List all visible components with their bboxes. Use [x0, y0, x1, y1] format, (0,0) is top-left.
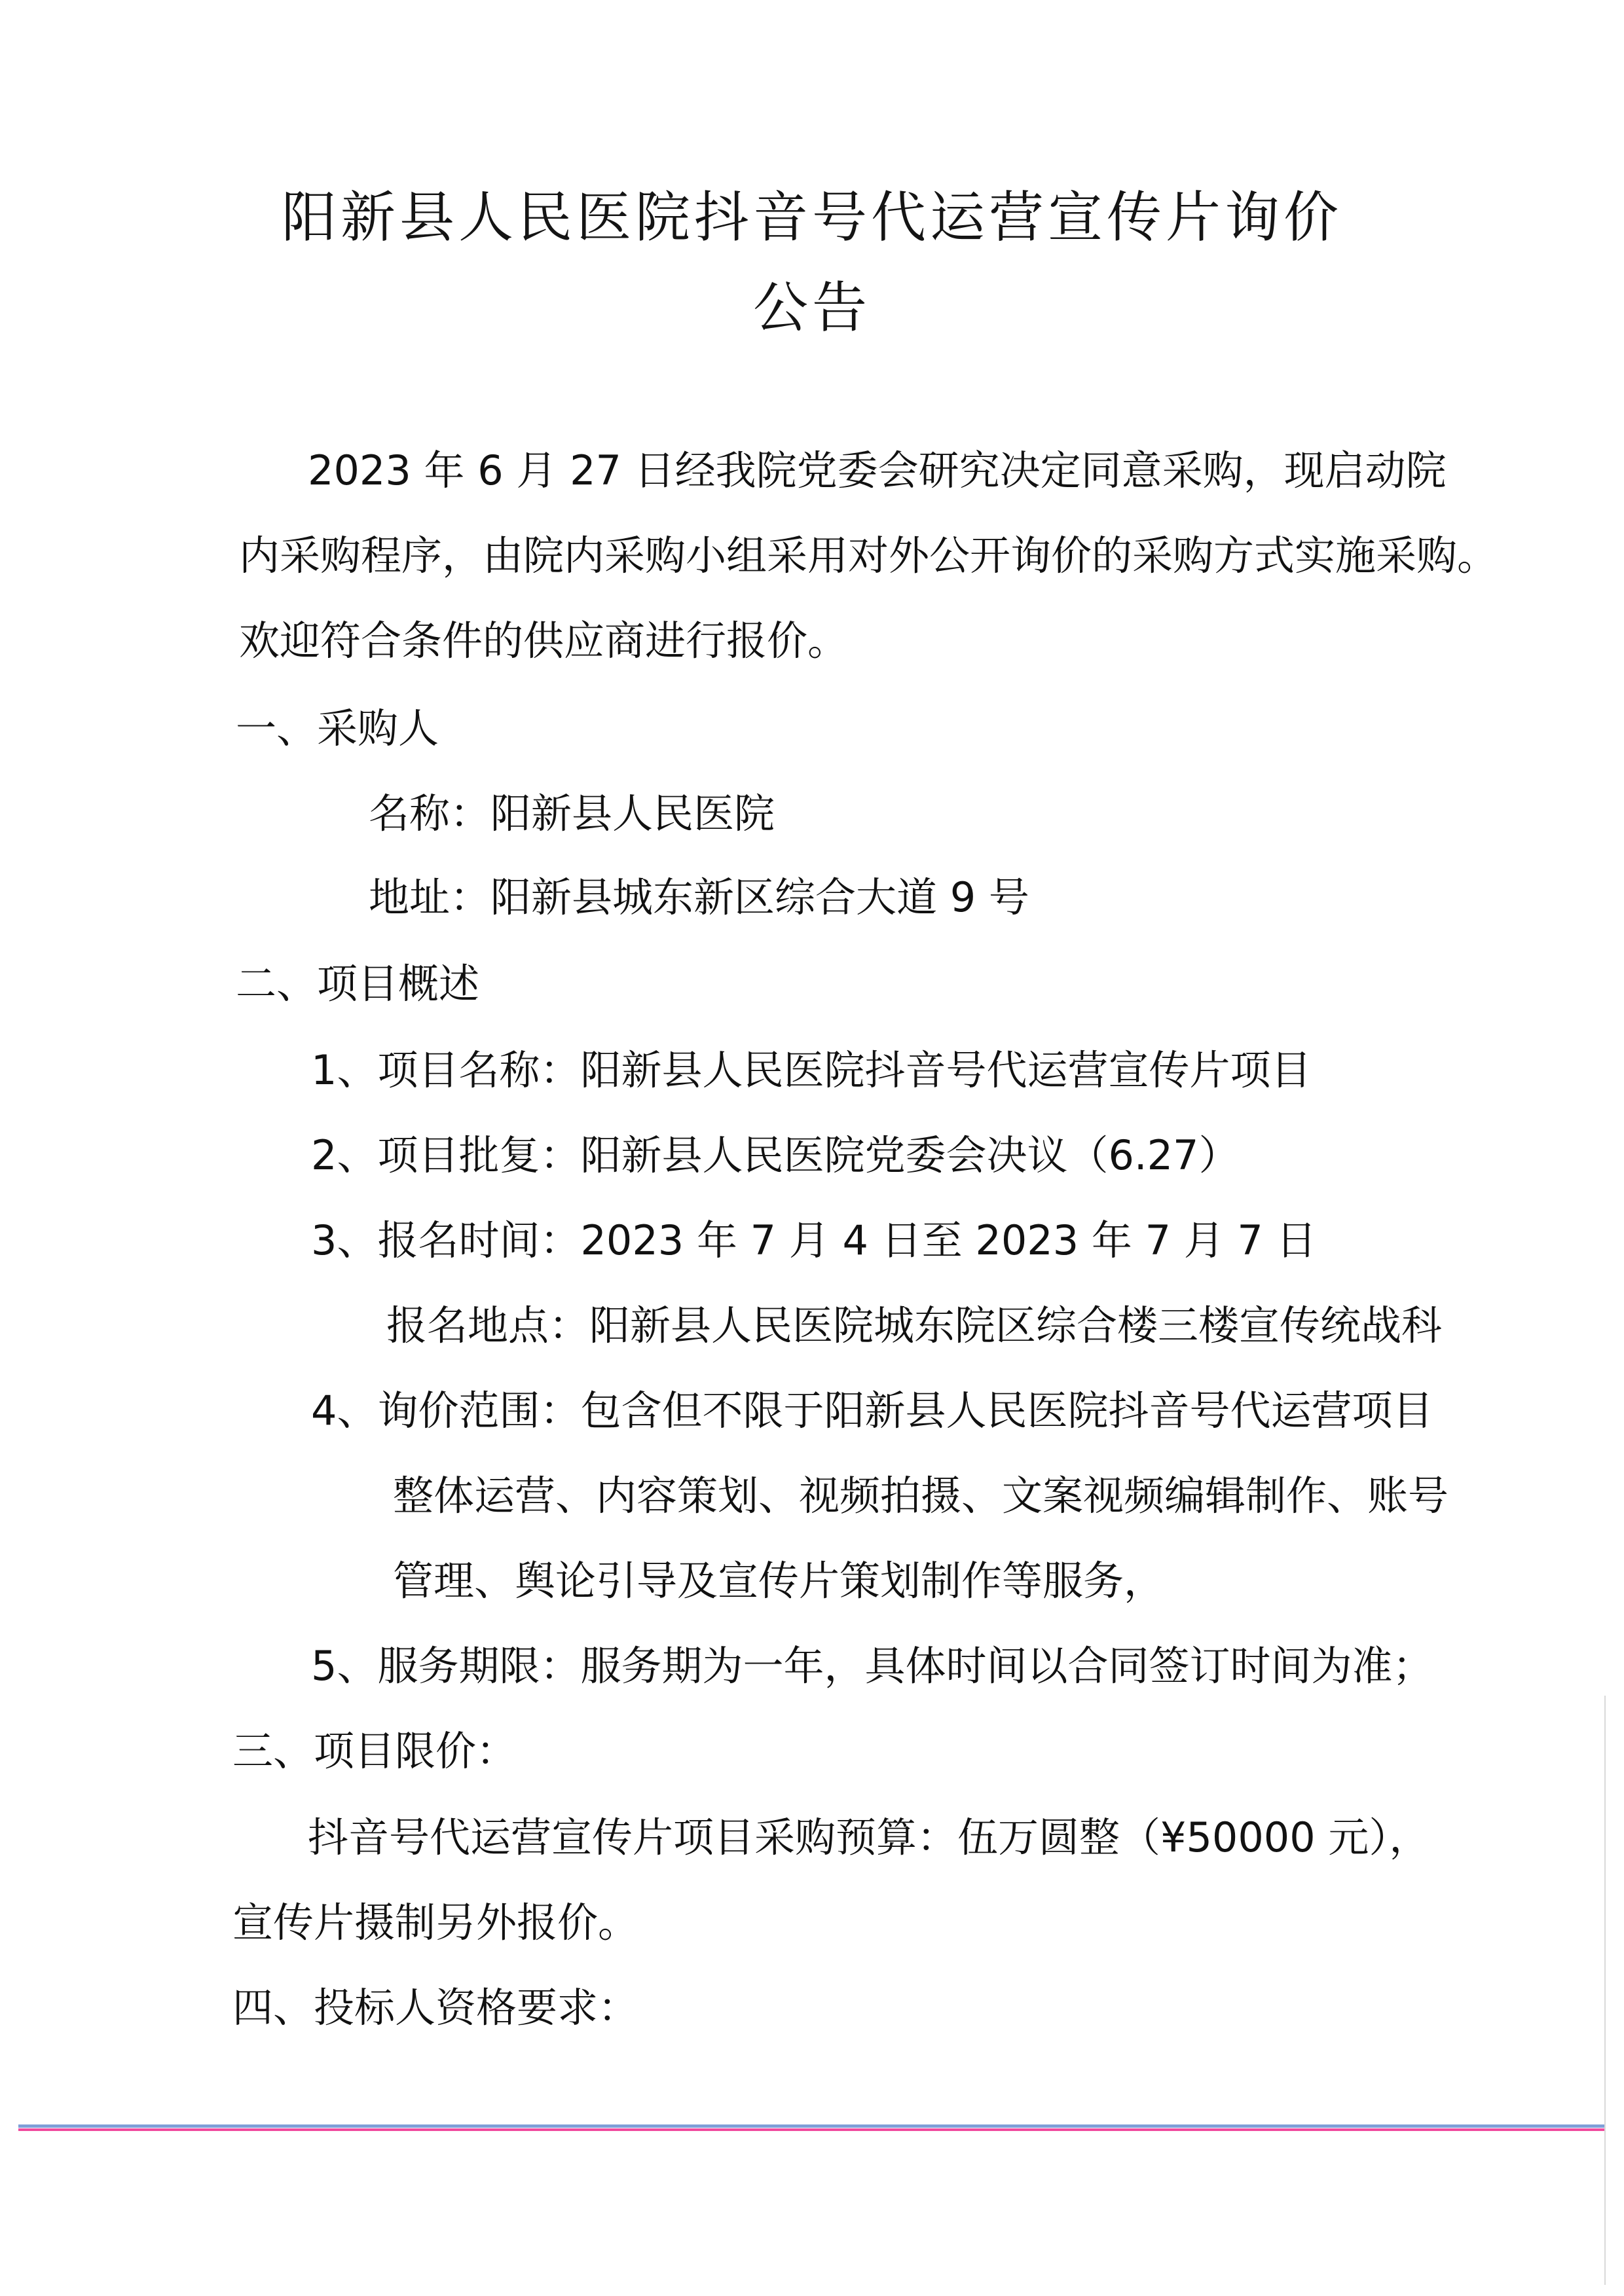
intro-paragraph-line-2: 内采购程序，由院内采购小组采用对外公开询价的采购方式实施采购。 — [239, 532, 1498, 579]
project-item-4-line-2: 整体运营、内容策划、视频拍摄、文案视频编辑制作、账号 — [393, 1472, 1449, 1520]
section-1-heading: 一、采购人 — [236, 704, 439, 752]
scan-divider-pink — [18, 2128, 1604, 2131]
project-item-4-line-1: 4、询价范围：包含但不限于阳新县人民医院抖音号代运营项目 — [311, 1387, 1433, 1434]
project-item-5: 5、服务期限：服务期为一年，具体时间以合同签订时间为准； — [311, 1642, 1433, 1690]
intro-paragraph-line-1: 2023 年 6 月 27 日经我院党委会研究决定同意采购，现启动院 — [308, 446, 1447, 494]
project-item-3: 3、报名时间：2023 年 7 月 4 日至 2023 年 7 月 7 日 — [311, 1216, 1317, 1264]
purchaser-name: 名称：阳新县人民医院 — [369, 790, 775, 837]
project-item-2: 2、项目批复：阳新县人民医院党委会决议（6.27） — [311, 1131, 1240, 1179]
section-3-heading: 三、项目限价： — [232, 1727, 517, 1775]
budget-line-1: 抖音号代运营宣传片项目采购预算：伍万圆整（¥50000 元）， — [308, 1813, 1430, 1861]
purchaser-address: 地址：阳新县城东新区综合大道 9 号 — [369, 873, 1029, 921]
scan-divider-blue — [18, 2124, 1604, 2128]
project-item-4-line-3: 管理、舆论引导及宣传片策划制作等服务， — [393, 1557, 1165, 1605]
scan-edge-line — [1604, 1696, 1606, 2285]
section-4-heading: 四、投标人资格要求： — [232, 1984, 639, 2032]
document-title-line-2: 公告 — [752, 276, 871, 340]
intro-paragraph-line-3: 欢迎符合条件的供应商进行报价。 — [239, 617, 849, 665]
project-item-3-place: 报名地点：阳新县人民医院城东院区综合楼三楼宣传统战科 — [386, 1302, 1443, 1349]
budget-line-2: 宣传片摄制另外报价。 — [232, 1899, 639, 1946]
document-title-line-1: 阳新县人民医院抖音号代运营宣传片询价 — [281, 185, 1342, 249]
section-2-heading: 二、项目概述 — [236, 960, 480, 1008]
project-item-1: 1、项目名称：阳新县人民医院抖音号代运营宣传片项目 — [311, 1046, 1312, 1094]
